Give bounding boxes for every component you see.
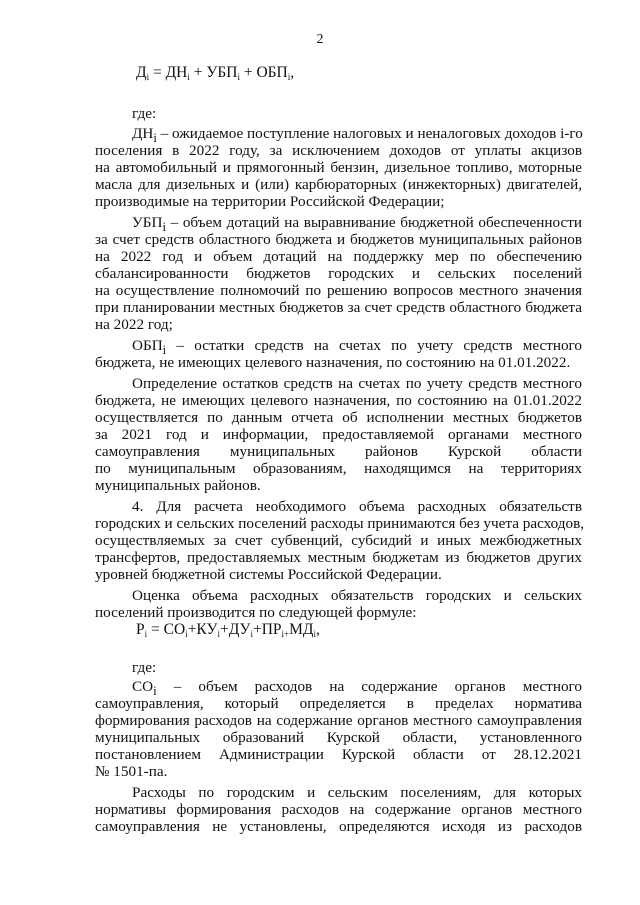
text-line: за 2021 год и информации, предоставляемой органами местного bbox=[95, 426, 582, 443]
text-line: нормативы формирования расходов на содержание органов местного bbox=[95, 801, 582, 818]
text-line: осуществляется по данным отчета об исполнении местных бюджетов bbox=[95, 409, 582, 426]
text-line: муниципальных районов. bbox=[95, 477, 261, 494]
text-line: масла для дизельных и (или) карбюраторных (инжекторных) двигателей, bbox=[95, 176, 582, 193]
text-line: на 2022 год и объем дотаций на поддержку мер по обеспечению bbox=[95, 248, 582, 265]
text-line: бюджета, не имеющих целевого назначения, по состоянию на 01.01.2022 bbox=[95, 392, 582, 409]
text-line: поселений производится по следующей формуле: bbox=[95, 604, 417, 621]
text-line: осуществляемых за счет субвенций, субсидий и иных межбюджетных bbox=[95, 532, 582, 549]
text-line: по муниципальным образованиям, находящимся на территориях bbox=[95, 460, 582, 477]
text-line: сбалансированности бюджетов городских и сельских поселений bbox=[95, 265, 582, 282]
text-line: самоуправления не установлены, определяются исходя из расходов bbox=[95, 818, 582, 835]
text-line: производимые на территории Российской Федерации; bbox=[95, 193, 445, 210]
text-line: поселения в 2022 году, за исключением доходов от уплаты акцизов bbox=[95, 142, 582, 159]
text-line: формирования расходов на содержание органов местного самоуправления bbox=[95, 712, 582, 729]
text-line: Расходы по городским и сельским поселениям, для которых bbox=[132, 784, 582, 801]
text-line: при планировании местных бюджетов за счет средств областного бюджета bbox=[95, 299, 582, 316]
text-line: № 1501-па. bbox=[95, 763, 168, 780]
text-line: Оценка объема расходных обязательств городских и сельских bbox=[132, 587, 582, 604]
formula-income: $Д_i = ДН_i + УБП_i + ОБП_i$, bbox=[136, 64, 295, 82]
text-line: за счет средств областного бюджета и бюджетов муниципальных районов bbox=[95, 231, 582, 248]
text-line: $СО_i$ – объем расходов на содержание органов местного bbox=[132, 678, 582, 699]
where-label-2: где: bbox=[132, 659, 157, 676]
text-line: городских и сельских поселений расходы принимаются без учета расходов, bbox=[95, 515, 585, 532]
text-line: бюджета, не имеющих целевого назначения, по состоянию на 01.01.2022. bbox=[95, 354, 571, 371]
text-line: уровней бюджетной системы Российской Федерации. bbox=[95, 566, 442, 583]
page-number: 2 bbox=[316, 32, 324, 47]
text-line: $ДН_i$ – ожидаемое поступление налоговых и неналоговых доходов i-го bbox=[132, 125, 583, 146]
text-line: Определение остатков средств на счетах по учету средств местного bbox=[132, 375, 582, 392]
text-line: самоуправления, который определяется в пределах норматива bbox=[95, 695, 582, 712]
text-line: самоуправления муниципальных районов Курской области bbox=[95, 443, 582, 460]
text-line: на 2022 год; bbox=[95, 316, 173, 333]
text-line: на осуществление полномочий по решению вопросов местного значения bbox=[95, 282, 582, 299]
text-line: 4. Для расчета необходимого объема расходных обязательств bbox=[132, 498, 582, 515]
text-line: трансфертов, предоставляемых местным бюджетам из бюджетов других bbox=[95, 549, 582, 566]
text-line: постановлением Администрации Курской области от 28.12.2021 bbox=[95, 746, 582, 763]
where-label: где: bbox=[132, 105, 157, 122]
text-line: муниципальных образований Курской области, установленного bbox=[95, 729, 582, 746]
text-line: $УБП_i$ – объем дотаций на выравнивание бюджетной обеспеченности bbox=[132, 214, 582, 235]
text-line: на автомобильный и прямогонный бензин, дизельное топливо, моторные bbox=[95, 159, 582, 176]
text-line: $ОБП_i$ – остатки средств на счетах по учету средств местного bbox=[132, 337, 582, 358]
formula-expenses: $Р_i = СО_i+КУ_i+ДУ_i+ПР_{i+}МД_i$, bbox=[136, 621, 320, 639]
